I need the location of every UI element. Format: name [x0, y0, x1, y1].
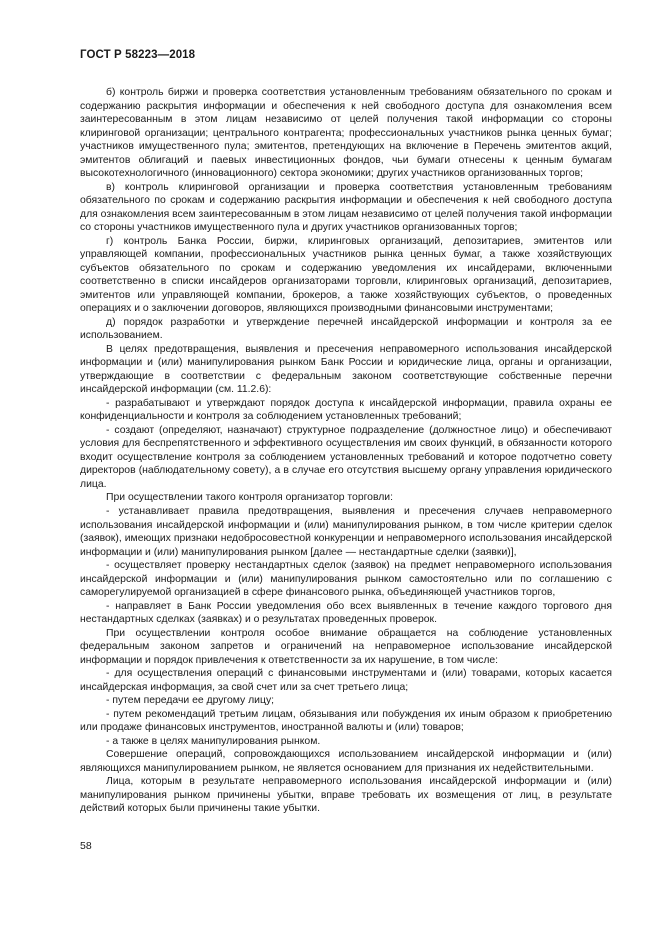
- bullet-establish-rules: - устанавливает правила предотвращения, выявления и пресечения случаев неправомерного использования инсайдерской информации и (или) манипулирования рынком, в том числе критерии сделок (заявок), имеющих признаки недобросовестной конкуренции и неправомерного использования инсайдерской информации и (или) манипулирования рынком [далее — нестандартные сделки (заявки)],: [80, 505, 612, 558]
- page-number: 58: [80, 840, 92, 852]
- document-body: [80, 86, 612, 816]
- bullet-notify-bank: - направляет в Банк России уведомления обо всех выявленных в течение каждого торгового дня нестандартных сделках (заявках) и о результатах проведенных проверок.: [80, 600, 612, 626]
- bullet-operations: - для осуществления операций с финансовыми инструментами и (или) товарами, которых касается инсайдерская информация, за свой счет или за счет третьего лица;: [80, 668, 612, 693]
- bullet-create-division: - создают (определяют, назначают) структурное подразделение (должностное лицо) и обеспечивают условия для беспрепятственного и эффективного осуществления им своих функций, в обязанности которого входит осуществление контроля за соблюдением установленных требований и которое подотчетно совету директоров (наблюдательному совету), а в случае его отсутствия высшему органу управления юридического лица.: [80, 424, 612, 490]
- bullet-recommendations: - путем рекомендаций третьим лицам, обязывания или побуждения их иным образом к приобретению или продаже финансовых инструментов, иностранной валюты и (или) товаров;: [80, 708, 612, 734]
- paragraph-special-attention: При осуществлении контроля особое внимание обращается на соблюдение установленных федеральным законом запретов и ограничений на неправомерное использование инсайдерской информации и порядок привлечения к ответственности за их нарушение, в том числе:: [80, 627, 612, 666]
- paragraph-organizer-control: При осуществлении такого контроля организатор торговли:: [106, 492, 393, 504]
- document-header: ГОСТ Р 58223—2018: [80, 49, 196, 61]
- paragraph-b-exchange-control: б) контроль биржи и проверка соответствия установленным требованиям обязательного по срокам и содержанию раскрытия информации и обеспечения к ней свободного доступа для ознакомления всем заинтересованным в этом лицам независимо от целей получения такой информации со стороны клиринговой организации; центрального контрагента; профессиональных участников рынка ценных бумаг; участников имущественного пула; эмитентов, претендующих на включение в Перечень эмитентов акций, эмитентов облигаций и паевых инвестиционных фондов, чьи бумаги отнесены к ценным бумагам высокотехнологичного (инновационного) сектора экономики; других участников организованных торгов;: [80, 87, 612, 180]
- bullet-transfer: - путем передачи ее другому лицу;: [106, 695, 275, 707]
- paragraph-validity: Совершение операций, сопровождающихся использованием инсайдерской информации и (или) являющихся манипулированием рынком, не является основанием для признания их недействительными.: [80, 749, 612, 774]
- paragraph-v-clearing-control: в) контроль клиринговой организации и проверка соответствия установленным требованиям обязательного по срокам и содержанию раскрытия информации и обеспечения к ней свободного доступа для ознакомления всем заинтересованным в этом лицам независимо от целей получения такой информации со стороны участников имущественного пула и других участников организованных торгов;: [80, 181, 612, 234]
- bullet-verify-deals: - осуществляет проверку нестандартных сделок (заявок) на предмет неправомерного использования инсайдерской информации и (или) манипулирования рынком самостоятельно или по соглашению с саморегулируемой организацией в сфере финансового рынка, объединяющей участников торгов,: [80, 560, 612, 599]
- paragraph-damages: Лица, которым в результате неправомерного использования инсайдерской информации и (или) манипулирования рынком причинены убытки, вправе требовать их возмещения от лиц, в результате действий которых были причинены такие убытки.: [80, 776, 612, 815]
- paragraph-g-bank-control: г) контроль Банка России, биржи, клиринговых организаций, депозитариев, эмитентов или управляющей компании, профессиональных участников рынка ценных бумаг, а также хозяйствующих субъектов обязательного по срокам и содержанию уведомления их инсайдерами, включенными соответственно в списки инсайдеров организаторами торговли, клиринговых организаций, депозитариев, эмитентов или управляющей компании, брокеров, а также хозяйствующих субъектов, о проведенных операциях и о заключении договоров, являющихся производными финансовыми инструментами;: [80, 235, 612, 315]
- paragraph-d-insider-lists: д) порядок разработки и утверждение перечней инсайдерской информации и контроля за ее использованием.: [80, 316, 612, 342]
- paragraph-prevention-intro: В целях предотвращения, выявления и пресечения неправомерного использования инсайдерской информации и (или) манипулирования рынком Банк России и юридические лица, органы и организации, утверждающие в соответствии с федеральным законом соответствующие собственные перечни инсайдерской информации (см. 11.2.6):: [80, 343, 612, 396]
- bullet-manipulation: - а также в целях манипулирования рынком.: [106, 735, 321, 747]
- bullet-access-rules: - разрабатывают и утверждают порядок доступа к инсайдерской информации, правила охраны ее конфиденциальности и контроля за соблюдением установленных требований;: [80, 397, 612, 423]
